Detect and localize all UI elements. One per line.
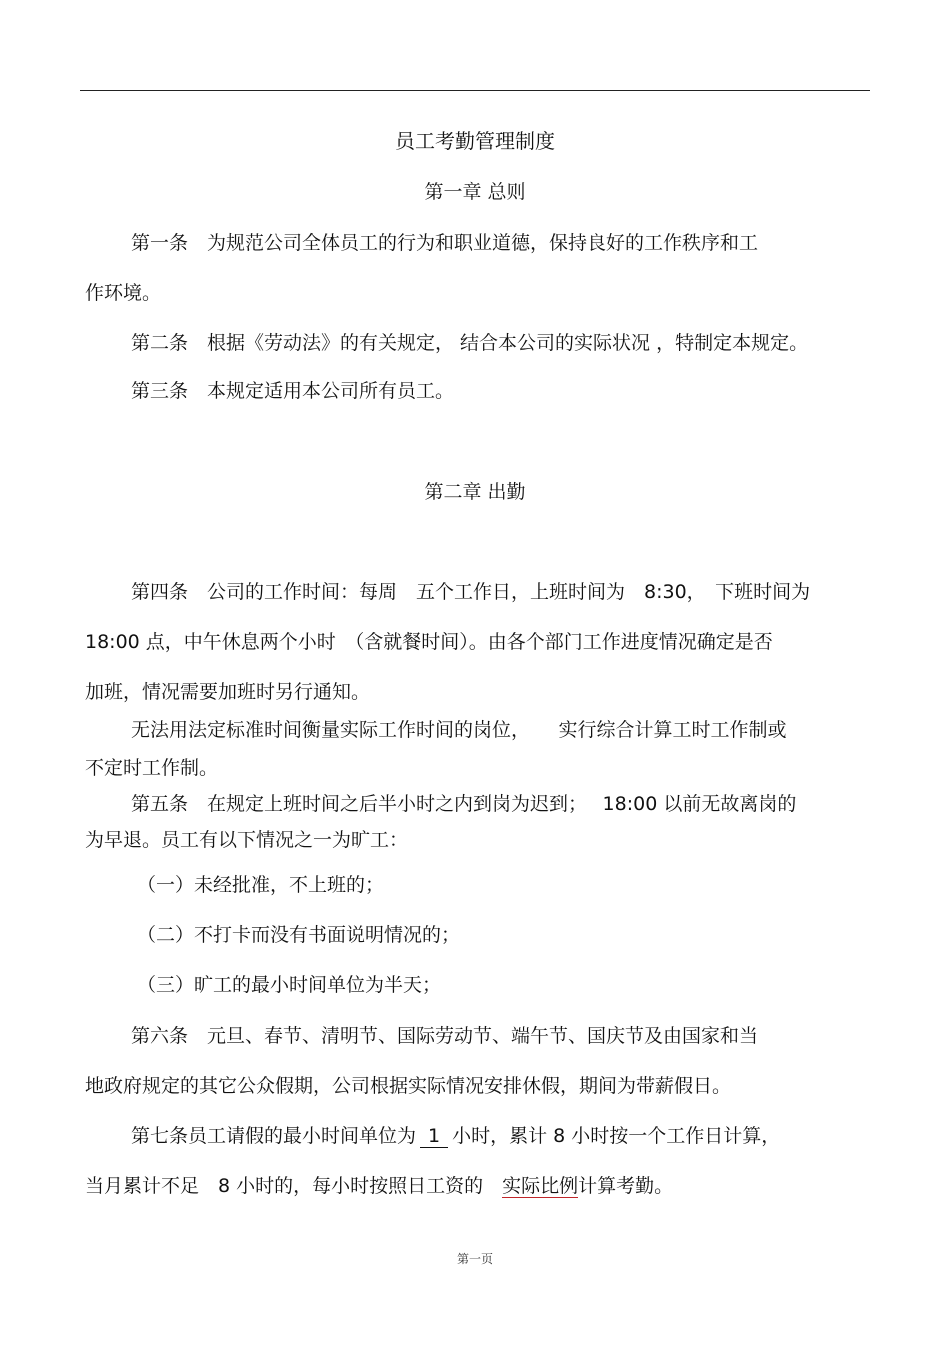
article-7-text-d: 计算考勤。 <box>578 1175 674 1197</box>
spellcheck-underlined-text: 实际比例 <box>502 1175 579 1197</box>
list-item-2: （二）不打卡而没有书面说明情况的； <box>137 924 461 946</box>
chapter-heading: 第二章 出勤 <box>424 481 526 503</box>
article-6-line-2: 地政府规定的其它公众假期，公司根据实际情况安排休假，期间为带薪假日。 <box>85 1075 732 1097</box>
article-5-line-2: 为早退。员工有以下情况之一为旷工： <box>85 829 409 851</box>
article-2: 第二条 根据《劳动法》的有关规定， 结合本公司的实际状况 ，特制定本规定。 <box>131 332 809 354</box>
article-5-line-1: 第五条 在规定上班时间之后半小时之内到岗为迟到； 18:00 以前无故离岗的 <box>131 793 797 815</box>
article-4-line-2: 18:00 点，中午休息两个小时 （含就餐时间）。由各个部门工作进度情况确定是否 <box>85 631 773 653</box>
list-item-3: （三）旷工的最小时间单位为半天； <box>137 974 442 996</box>
article-7-line-2 <box>85 1174 673 1198</box>
page-footer: 第一页 <box>456 1252 493 1266</box>
chapter-heading: 第一章 总则 <box>424 181 526 203</box>
article-4b-line-1: 无法用法定标准时间衡量实际工作时间的岗位， 实行综合计算工时工作制或 <box>131 719 787 741</box>
leave-unit-value: 1 <box>420 1125 448 1148</box>
article-7-line-1 <box>131 1124 780 1148</box>
list-item-1: （一）未经批准，不上班的； <box>137 874 385 896</box>
article-3: 第三条 本规定适用本公司所有员工。 <box>131 380 455 402</box>
article-4b-line-2: 不定时工作制。 <box>85 757 219 779</box>
article-7-text-b: 小时，累计 8 小时按一个工作日计算， <box>452 1125 781 1147</box>
article-1-line-2: 作环境。 <box>85 282 162 304</box>
document-title: 员工考勤管理制度 <box>395 129 555 153</box>
header-rule <box>80 90 870 91</box>
article-6-line-1: 第六条 元旦、春节、清明节、国际劳动节、端午节、国庆节及由国家和当 <box>131 1025 759 1047</box>
article-4-line-1: 第四条 公司的工作时间：每周 五个工作日，上班时间为 8:30， 下班时间为 <box>131 581 811 603</box>
article-4-line-3: 加班，情况需要加班时另行通知。 <box>85 681 371 703</box>
article-7-text-a: 第七条员工请假的最小时间单位为 <box>131 1125 417 1147</box>
article-1-line-1: 第一条 为规范公司全体员工的行为和职业道德，保持良好的工作秩序和工 <box>131 232 759 254</box>
article-7-text-c: 当月累计不足 8 小时的，每小时按照日工资的 <box>85 1175 503 1197</box>
